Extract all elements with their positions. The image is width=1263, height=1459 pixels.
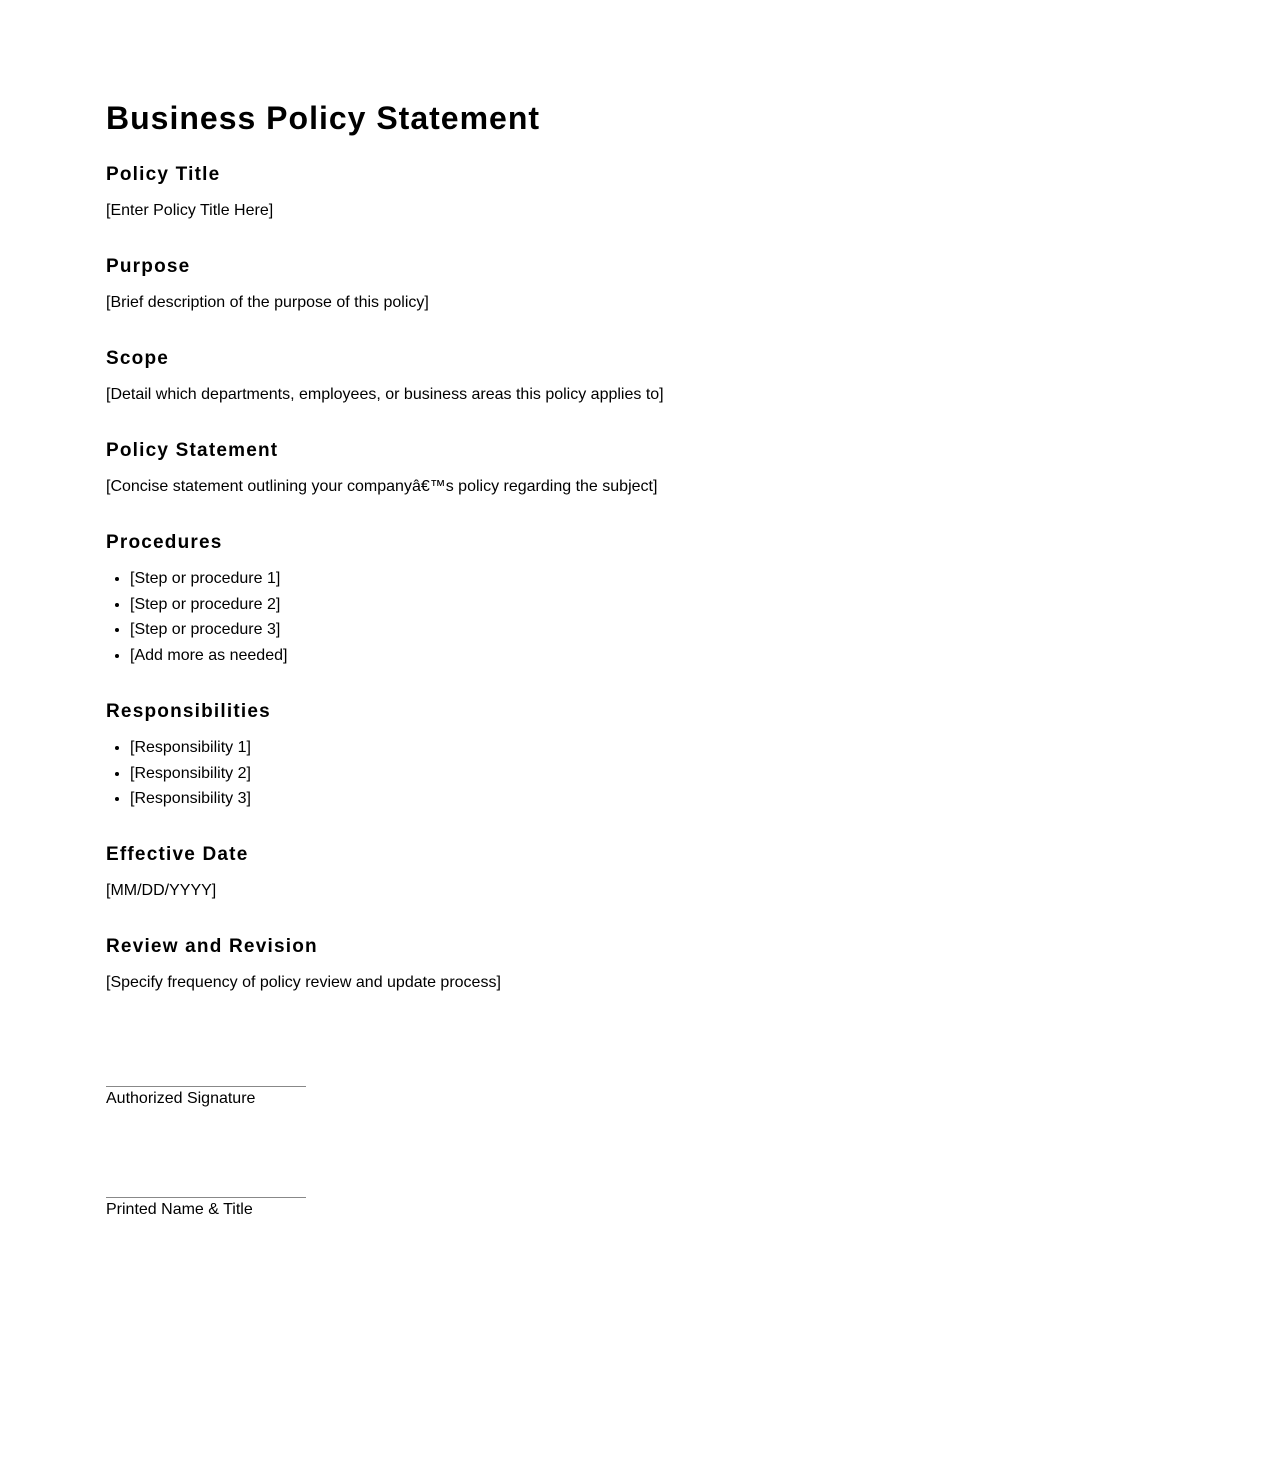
section-effective-date bbox=[106, 843, 1106, 904]
section-policy-title bbox=[106, 163, 1106, 224]
list-item: • [Responsibility 3] bbox=[130, 786, 1106, 812]
section-heading: Purpose bbox=[106, 256, 191, 277]
document-title: Business Policy Statement bbox=[106, 100, 541, 136]
section-text: [Detail which departments, employees, or business areas this policy applies to] bbox=[106, 386, 664, 403]
document bbox=[106, 98, 1106, 1220]
section-text: [Brief description of the purpose of this policy] bbox=[106, 294, 429, 311]
section-text: [Concise statement outlining your companyâ€™s policy regarding the subject] bbox=[106, 478, 658, 495]
printed-name-line: Printed Name & Title bbox=[106, 1197, 306, 1220]
section-scope bbox=[106, 347, 1106, 408]
section-review bbox=[106, 935, 1106, 996]
section-heading: Policy Statement bbox=[106, 440, 279, 461]
section-responsibilities bbox=[106, 700, 1106, 812]
responsibilities-list bbox=[106, 735, 1106, 812]
section-heading: Effective Date bbox=[106, 843, 249, 865]
procedures-list bbox=[106, 566, 1106, 669]
section-procedures bbox=[106, 531, 1106, 669]
section-heading: Scope bbox=[106, 348, 170, 369]
authorized-signature-line: Authorized Signature bbox=[106, 1086, 306, 1109]
list-item: • [Responsibility 1] bbox=[130, 735, 1106, 761]
list-item: • [Step or procedure 1] bbox=[130, 566, 1106, 592]
section-purpose bbox=[106, 255, 1106, 316]
section-text: [Specify frequency of policy review and update process] bbox=[106, 973, 501, 991]
list-item: • [Step or procedure 2] bbox=[130, 592, 1106, 618]
section-heading: Review and Revision bbox=[106, 935, 318, 957]
list-item: • [Step or procedure 3] bbox=[130, 617, 1106, 643]
list-item: • [Add more as needed] bbox=[130, 643, 1106, 669]
section-heading: Procedures bbox=[106, 532, 223, 553]
section-policy-statement bbox=[106, 439, 1106, 500]
section-heading: Policy Title bbox=[106, 164, 221, 185]
section-text: [MM/DD/YYYY] bbox=[106, 881, 217, 899]
list-item: • [Responsibility 2] bbox=[130, 761, 1106, 787]
section-heading: Responsibilities bbox=[106, 700, 271, 722]
section-text: [Enter Policy Title Here] bbox=[106, 202, 274, 219]
